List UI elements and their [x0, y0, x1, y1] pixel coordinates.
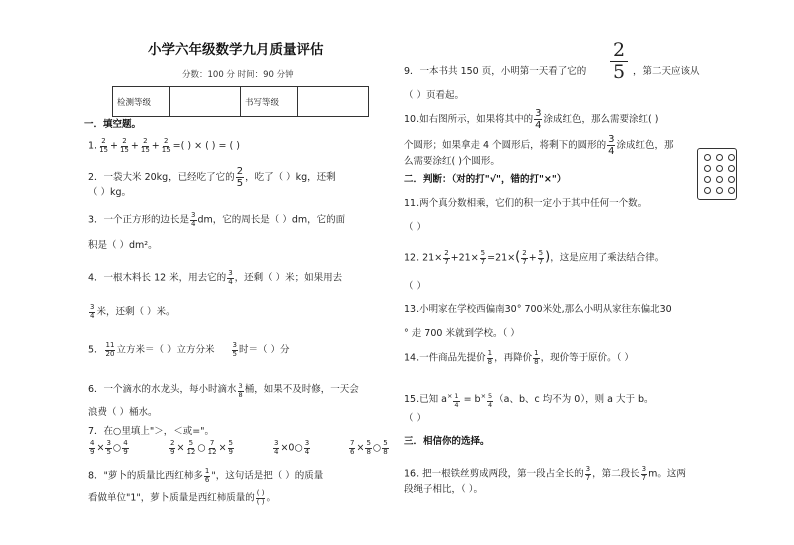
fraction-blank[interactable]: ( ) ( )	[256, 489, 265, 506]
fraction: $\frac{2}{15}$	[99, 137, 108, 154]
fraction: $\frac{2}{15}$	[119, 137, 129, 154]
question-7-expr-2[interactable]: $\frac{2}{9}$ × $\frac{5}{12}$ ○ $\frac{7}{12}$ × $\frac{5}{9}$	[170, 439, 234, 456]
circle-shape	[704, 176, 711, 183]
fraction: $\frac{3}{4}$	[535, 108, 542, 131]
circle-shape	[716, 176, 723, 183]
compare-circle: ○	[112, 442, 122, 454]
question-11: 11.两个真分数相乘，它们的积一定小于其中任何一个数。	[404, 198, 648, 209]
circle-shape	[728, 187, 735, 194]
question-2: 2．一袋大米 20kg，已经吃了它的 $\frac{2}{5}$ ，吃了（ ）kg，还剩	[88, 166, 336, 189]
fraction: $\frac{3}{8}$	[238, 382, 243, 399]
fraction: $\frac{1}{6}$	[204, 467, 210, 484]
question-2-cont[interactable]: （ ）kg。	[88, 187, 132, 198]
circle-shape	[704, 187, 711, 194]
grade-label-2: 书写等级	[241, 87, 298, 117]
answer-blanks[interactable]: ( ) × ( ) = ( )	[180, 140, 240, 152]
question-1: 1. $\frac{2}{15}$ + $\frac{2}{15}$ + $\frac{2}{15}$ + $\frac{2}{15}$ =( ) × ( ) = ( )	[88, 137, 240, 154]
question-7-expr-1[interactable]: $\frac{4}{9}$ × $\frac{3}{5}$ ○ $\frac{4}{9}$	[90, 439, 128, 456]
grade-cell-1[interactable]	[170, 87, 241, 117]
fraction: $\frac{3}{4}$	[228, 269, 233, 286]
circle-shape	[716, 154, 723, 161]
grade-table	[112, 86, 369, 117]
question-6: 6．一个滴水的水龙头，每小时滴水 $\frac{3}{8}$ 桶，如果不及时修，一天会	[88, 382, 359, 399]
fraction: $\frac{3}{5}$	[232, 341, 237, 358]
section-2-heading: 二．判断：（对的打"√"，错的打"×"）	[404, 174, 567, 185]
question-10-cont-1: 个圆形；如果拿走 4 个圆形后，将剩下的圆形的 $\frac{3}{4}$ 涂成红色，那	[404, 134, 674, 157]
fraction: $\frac{3}{4}$	[191, 211, 196, 228]
compare-circle: ○	[197, 442, 206, 454]
question-4-cont: $\frac{3}{4}$ 米，还剩（ ）米。	[90, 303, 176, 320]
circle-shape	[716, 187, 723, 194]
question-11-answer[interactable]: （ ）	[404, 222, 427, 233]
compare-circle: ○	[294, 442, 303, 454]
question-5: 5． $\frac{11}{20}$ 立方米＝（ ）立方分米 $\frac{3}{5}$ 时＝（ ）分	[88, 341, 290, 358]
fraction: $\frac{2}{15}$	[161, 137, 171, 154]
question-6-cont[interactable]: 浪费（ ）桶水。	[88, 407, 158, 418]
question-8: 8．"萝卜的质量比西红柿多 $\frac{1}{6}$ "，这句话是把（ ）的质量	[88, 467, 324, 484]
question-9-cont[interactable]: （ ）页看起。	[404, 90, 465, 101]
question-10-cont-2[interactable]: 么需要涂红( )个圆形。	[404, 156, 500, 167]
section-1-heading: 一．填空题。	[84, 119, 142, 130]
fraction: $\frac{2}{15}$	[140, 137, 150, 154]
question-13: 13.小明家在学校西偏南30° 700米处,那么小明从家往东偏北30	[404, 304, 672, 315]
fraction: $\frac{3}{4}$	[90, 303, 95, 320]
question-7-expr-3[interactable]: $\frac{3}{4}$ ×0○ $\frac{3}{4}$	[274, 439, 310, 456]
question-15-answer[interactable]: （ ）	[404, 413, 427, 424]
fraction: $\frac{11}{20}$	[105, 341, 115, 358]
fraction: $\frac{3}{4}$	[608, 134, 615, 157]
page-subtitle: 分数：100 分 时间：90 分钟	[182, 70, 294, 80]
large-fraction: 2 5	[610, 40, 628, 83]
circle-shape	[716, 165, 723, 172]
question-15: 15.已知 a× $\frac{1}{4}$ = b× $\frac{5}{4}$ （a、b、c 均不为 0），则 a 大于 b。	[404, 392, 654, 409]
question-16-cont[interactable]: 段绳子相比，（ ）。	[404, 484, 484, 495]
question-9: 9．一本书共 150 页，小明第一天看了它的	[404, 66, 587, 77]
section-3-heading: 三．相信你的选择。	[404, 436, 490, 447]
question-16: 16. 把一根铁丝剪成两段，第一段占全长的 $\frac{3}{7}$ ，第二段长 $\frac{3}{7}$ m。这两	[404, 465, 686, 482]
question-3-cont[interactable]: 积是（ ）dm²。	[88, 240, 158, 251]
grade-label-1: 检测等级	[113, 87, 170, 117]
circle-shape	[704, 165, 711, 172]
question-14: 14.一件商品先提价 $\frac{1}{8}$ ，再降价 $\frac{1}{8}$ ，现价等于原价。（ ）	[404, 349, 634, 366]
compare-circle: ○	[372, 442, 382, 454]
question-8-cont: 看做单位"1"，萝卜质量是西红柿质量的 ( ) ( ) 。	[88, 489, 276, 506]
page-title: 小学六年级数学九月质量评估	[148, 42, 324, 58]
question-12: 12. 21× $\frac{2}{7}$ +21× $\frac{5}{7}$ =21×( $\frac{2}{7}$ + $\frac{5}{7}$ )，这是应用了乘法结合律。	[404, 249, 665, 266]
question-4: 4．一根木料长 12 米，用去它的 $\frac{3}{4}$ ，还剩（ ）米；如果用去	[88, 269, 343, 286]
circle-grid-figure	[697, 148, 737, 200]
circle-shape	[728, 176, 735, 183]
question-9-b: ，第二天应该从	[633, 66, 700, 77]
question-12-answer[interactable]: （ ）	[404, 281, 427, 292]
circle-shape	[704, 154, 711, 161]
question-7-expr-4[interactable]: $\frac{7}{6}$ × $\frac{5}{8}$ ○ $\frac{5}{8}$	[350, 439, 388, 456]
question-13-cont[interactable]: ° 走 700 米就到学校。（ ）	[404, 328, 520, 339]
circle-shape	[728, 154, 735, 161]
question-10: 10.如右图所示，如果将其中的 $\frac{3}{4}$ 涂成红色，那么需要涂红( )	[404, 108, 659, 131]
question-7: 7．在○里填上"＞，＜或="。	[88, 426, 215, 437]
question-3: 3．一个正方形的边长是 $\frac{3}{4}$ dm，它的周长是（ ）dm，它的面	[88, 211, 346, 228]
fraction: $\frac{2}{5}$	[236, 166, 244, 189]
circle-shape	[728, 165, 735, 172]
grade-cell-2[interactable]	[298, 87, 369, 117]
